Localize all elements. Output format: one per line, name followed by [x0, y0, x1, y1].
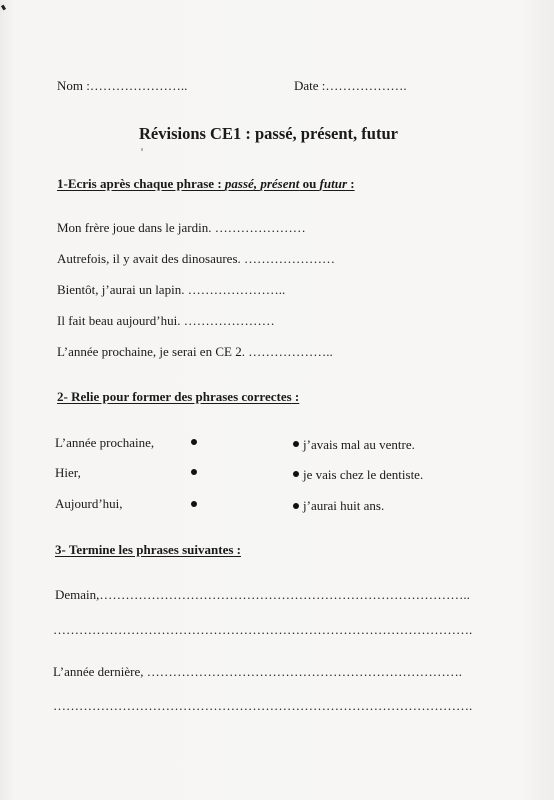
- right-phrase: j’avais mal au ventre.: [303, 437, 415, 452]
- instruction-suffix: :: [233, 542, 241, 557]
- instruction-prefix: 1-Ecris après chaque phrase :: [57, 176, 225, 191]
- answer-line: …………………………………………………………………………………….: [53, 622, 473, 637]
- word-present: présent: [260, 176, 300, 191]
- word-passe: passé: [224, 176, 254, 191]
- right-link-dot: [293, 471, 299, 477]
- instruction-suffix: :: [291, 389, 300, 404]
- word-futur: futur: [319, 176, 348, 191]
- exercise-1-sentence: Mon frère joue dans le jardin. …………………: [57, 220, 306, 235]
- exercise-1-sentence: Autrefois, il y avait des dinosaures. …………………: [57, 251, 336, 266]
- instruction-text: 3- Termine les phrases suivantes: [55, 542, 234, 557]
- word-sep: ,: [253, 176, 261, 191]
- exercise-1-instruction: [57, 176, 355, 192]
- name-field: Nom :…………………..: [57, 78, 188, 93]
- right-phrase: je vais chez le dentiste.: [303, 467, 424, 482]
- scan-speck: [141, 148, 143, 151]
- exercise-3-instruction: [55, 542, 241, 558]
- right-phrase: j’aurai huit ans.: [303, 498, 385, 513]
- right-link-dot: [293, 503, 299, 509]
- instruction-suffix: :: [347, 176, 355, 191]
- scan-mark: [1, 5, 6, 11]
- exercise-1-sentence: Il fait beau aujourd’hui. …………………: [57, 313, 275, 328]
- right-link-dot: [293, 441, 299, 447]
- exercise-2-instruction: [57, 389, 299, 405]
- left-phrase: L’année prochaine,: [55, 435, 155, 450]
- answer-line: L’année dernière, ……………………………………………………………….: [53, 664, 462, 679]
- answer-line: Demain,…………………………………………………………………………..: [55, 587, 470, 602]
- exercise-1-sentence: L’année prochaine, je serai en CE 2. ………………..: [57, 344, 333, 359]
- page-title: Révisions CE1 : passé, présent, futur: [139, 124, 398, 143]
- answer-line: …………………………………………………………………………………….: [53, 698, 473, 713]
- left-link-dot: [191, 439, 197, 445]
- instruction-text: 2- Relie pour former des phrases correctes: [57, 389, 292, 404]
- left-phrase: Hier,: [55, 465, 81, 480]
- exercise-1-sentence: Bientôt, j’aurai un lapin. …………………..: [57, 282, 286, 297]
- left-link-dot: [191, 469, 197, 475]
- word-ou: ou: [299, 176, 320, 191]
- date-field: Date :……………….: [294, 78, 407, 93]
- left-link-dot: [191, 501, 197, 507]
- left-phrase: Aujourd’hui,: [55, 496, 123, 511]
